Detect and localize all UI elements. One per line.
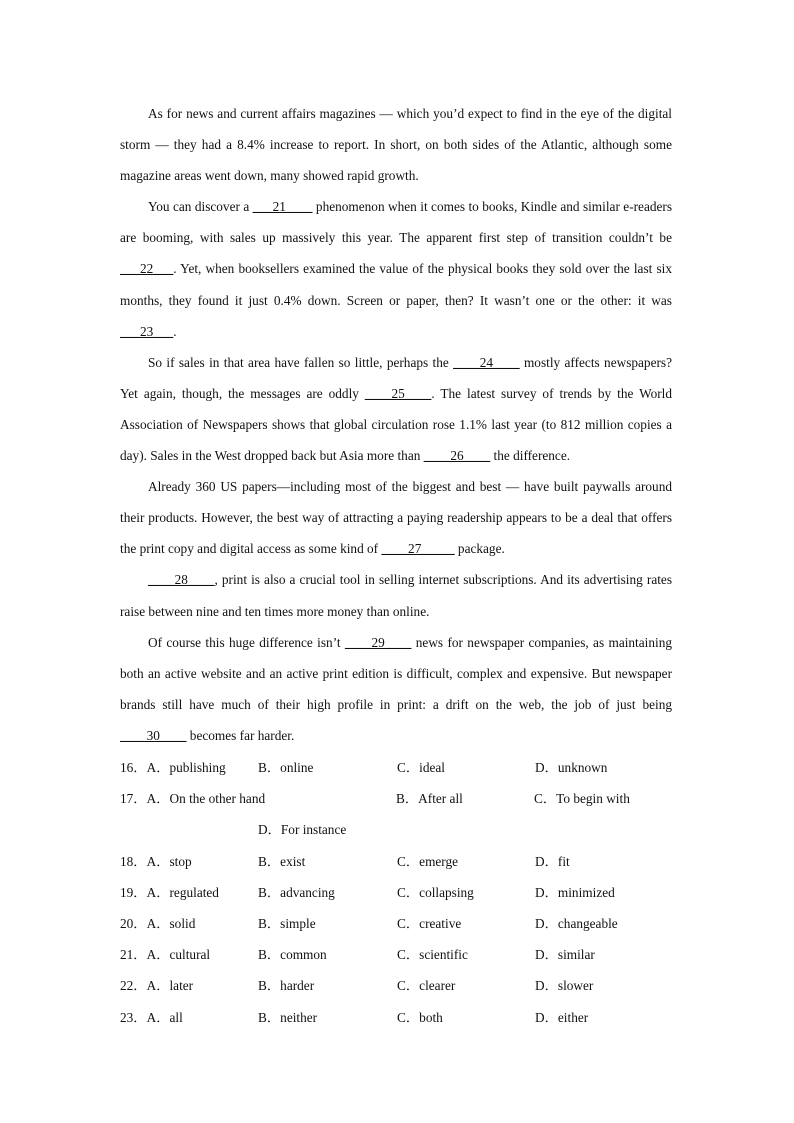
option-c: C．clearer	[397, 978, 456, 994]
option-d: D．unknown	[535, 760, 608, 775]
option-c: C．creative	[397, 915, 462, 931]
option-d: D．minimized	[535, 884, 615, 900]
paragraph-text: mostly affects newspapers? Yet again, though, the messages are oddly	[120, 354, 672, 401]
option-c: C．ideal	[397, 760, 446, 775]
option-c: C．scientific	[397, 947, 468, 963]
question-19	[120, 877, 680, 908]
blank-23: ___23___	[120, 323, 174, 339]
option-d: D．either	[535, 1009, 589, 1025]
paragraph-1	[120, 98, 672, 191]
paragraph-text: phenomenon when it comes to books, Kindle and similar e-readers are booming, with sales up massively this year. The apparent first step of transition couldn’t be	[120, 199, 673, 246]
paragraph-4	[120, 471, 672, 564]
option-d: D．slower	[535, 978, 594, 994]
blank-28: ____28____	[148, 572, 215, 588]
option-c: C．collapsing	[397, 884, 474, 900]
option-c: C．emerge	[397, 853, 459, 869]
option-d: D．fit	[535, 853, 570, 869]
option-a: 22．A．later	[120, 978, 194, 994]
blank-25: ____25____	[364, 385, 432, 401]
option-a: 17．A．On the other hand	[120, 791, 266, 807]
paragraph-text: You can discover a	[148, 199, 253, 215]
option-a: 16．A．publishing	[120, 760, 226, 775]
blank-29: ____29____	[344, 634, 412, 650]
question-17-continued	[120, 814, 680, 845]
paragraph-text: .	[173, 323, 177, 339]
paragraph-text: As for news and current affairs magazines — which you’d expect to find in the eye of the digital storm — they had a 8.4% increase to report. In short, on both sides of the Atlantic, although some magazine areas went down, many showed rapid growth.	[120, 106, 672, 184]
paragraph-6	[120, 627, 672, 751]
paragraph-3	[120, 347, 672, 471]
option-a: 18．A．stop	[120, 853, 192, 869]
paragraph-2	[120, 191, 672, 346]
option-a: 20．A．solid	[120, 915, 196, 931]
option-b: B．common	[258, 947, 327, 963]
paragraph-text: So if sales in that area have fallen so little, perhaps the	[148, 354, 454, 370]
blank-24: ____24____	[453, 354, 520, 370]
option-a: 19．A．regulated	[120, 884, 219, 900]
question-21	[120, 939, 680, 970]
paragraph-text: , print is also a crucial tool in selling internet subscriptions. And its advertising rates raise between nine and ten times more money than online.	[120, 572, 672, 619]
option-c: C．both	[397, 1009, 443, 1025]
question-17	[120, 783, 680, 814]
option-d: D．changeable	[535, 915, 618, 931]
blank-26: ____26____	[423, 448, 491, 464]
paragraph-text: news for newspaper companies, as maintaining both an active website and an active print edition is difficult, complex and expensive. But newspaper brands still have much of their high profile in print: a drift on the web, the job of just being	[120, 634, 672, 712]
option-d: D．similar	[535, 947, 595, 963]
option-b: B．neither	[258, 1009, 318, 1025]
option-a: 21．A．cultural	[120, 947, 211, 963]
question-23	[120, 1002, 680, 1033]
paragraph-5	[120, 564, 672, 626]
answer-options	[120, 752, 680, 1033]
paragraph-text: Of course this huge difference isn’t	[148, 634, 345, 650]
question-22	[120, 970, 680, 1001]
paragraph-text: . Yet, when booksellers examined the value of the physical books they sold over the last six months, they found it just 0.4% down. Screen or paper, then? It wasn’t one or the other: it was	[120, 261, 672, 308]
blank-21: ___21____	[252, 199, 313, 215]
question-18	[120, 846, 680, 877]
option-b: B．simple	[258, 915, 316, 931]
paragraph-text: . The latest survey of trends by the World Association of Newspapers shows that global circulation rose 1.1% last year (to 812 million copies a day). Sales in the West dropped back but Asia more than	[120, 385, 672, 464]
paragraph-text: Already 360 US papers—including most of the biggest and best — have built paywalls around their products. However, the best way of attracting a paying readership appears to be a deal that offers the print copy and digital access as some kind of	[120, 479, 672, 557]
paragraph-text: becomes far harder.	[186, 727, 295, 743]
question-16	[120, 752, 680, 783]
option-a: 23．A．all	[120, 1009, 183, 1025]
option-b: B．online	[258, 760, 314, 775]
option-b: B．exist	[258, 853, 306, 869]
blank-30: ____30____	[120, 727, 187, 743]
cloze-passage	[120, 98, 672, 751]
blank-27: ____27_____	[381, 541, 455, 557]
option-b: B．advancing	[258, 884, 335, 900]
option-b: B．After all	[396, 791, 463, 807]
question-20	[120, 908, 680, 939]
option-c: C．To begin with	[534, 791, 630, 807]
option-b: B．harder	[258, 978, 315, 994]
paragraph-text: the difference.	[490, 448, 571, 464]
option-d: D．For instance	[258, 822, 347, 838]
paragraph-text: package.	[454, 541, 505, 557]
blank-22: ___22___	[120, 261, 174, 277]
